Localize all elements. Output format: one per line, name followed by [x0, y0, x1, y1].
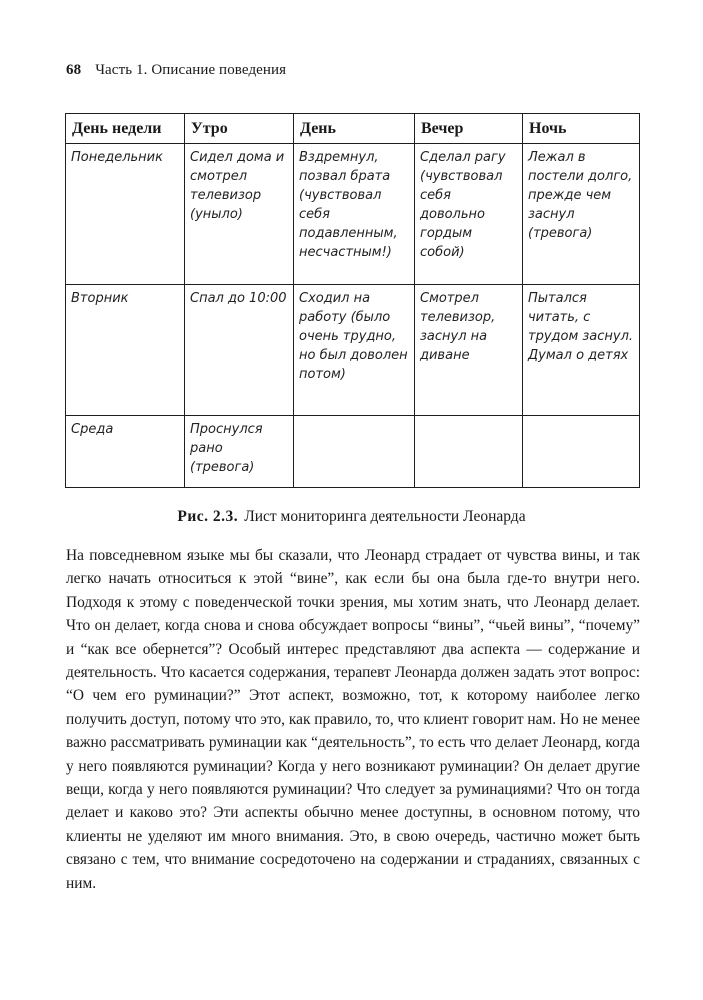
afternoon-cell: Сходил на работу (было очень трудно, но был доволен потом)	[294, 285, 415, 416]
day-cell: Среда	[66, 416, 185, 488]
column-header-evening: Вечер	[415, 114, 523, 144]
table-row	[66, 144, 640, 285]
column-header-night: Ночь	[523, 114, 640, 144]
column-header-afternoon: День	[294, 114, 415, 144]
section-title: Часть 1. Описание поведения	[95, 62, 287, 78]
morning-cell: Проснулся рано (тревога)	[185, 416, 294, 488]
night-cell	[523, 416, 640, 488]
figure-caption	[0, 508, 703, 526]
column-header-day: День недели	[66, 114, 185, 144]
night-cell: Лежал в постели долго, прежде чем заснул (тревога)	[523, 144, 640, 285]
body-paragraph: На повседневном языке мы бы сказали, что Леонард страдает от чувства вины, и так легко начать относиться к этой “вине”, как если бы она была где-то внутри него. Подходя к этому с поведенческой точки зрения, мы хотим знать, что Леонард делает. Что он делает, когда снова и снова обсуждает вопросы “вины”, “чьей вины”, “почему” и “как все обернется”? Особый интерес представляют два аспекта — содержание и деятельность. Что касается содержания, терапевт Леонарда должен задать этот вопрос: “О чем его руминации?” Этот аспект, возможно, тот, к которому наиболее легко получить доступ, потому что это, как правило, то, что клиент говорит нам. Но не менее важно рассматривать руминации как “деятельность”, то есть что делает Леонард, когда у него появляются руминации? Когда у него возникают руминации? Он делает другие вещи, когда у него появляются руминации? Что следует за руминациями? Что он тогда делает и каково это? Эти аспекты обычно менее доступны, в основном потому, что клиенты не уделяют им много внимания. Это, в свою очередь, частично может быть связано с тем, что внимание сосредоточено на содержании и страданиях, связанных с ним.	[66, 547, 640, 892]
activity-monitoring-table	[65, 113, 640, 488]
afternoon-cell: Вздремнул, позвал брата (чувствовал себя подавленным, несчастным!)	[294, 144, 415, 285]
evening-cell	[415, 416, 523, 488]
morning-cell: Спал до 10:00	[185, 285, 294, 416]
table-row	[66, 416, 640, 488]
afternoon-cell	[294, 416, 415, 488]
table-row	[66, 285, 640, 416]
running-head	[66, 62, 286, 79]
column-header-morning: Утро	[185, 114, 294, 144]
day-cell: Вторник	[66, 285, 185, 416]
page-number: 68	[66, 62, 82, 78]
morning-cell: Сидел дома и смотрел телевизор (уныло)	[185, 144, 294, 285]
night-cell: Пытался читать, с трудом заснул. Думал о детях	[523, 285, 640, 416]
table-header-row	[66, 114, 640, 144]
figure-label: Рис. 2.3.	[177, 508, 239, 525]
figure-title: Лист мониторинга деятельности Леонарда	[244, 508, 526, 525]
day-cell: Понедельник	[66, 144, 185, 285]
evening-cell: Сделал рагу (чувствовал себя довольно гордым собой)	[415, 144, 523, 285]
evening-cell: Смотрел телевизор, заснул на диване	[415, 285, 523, 416]
